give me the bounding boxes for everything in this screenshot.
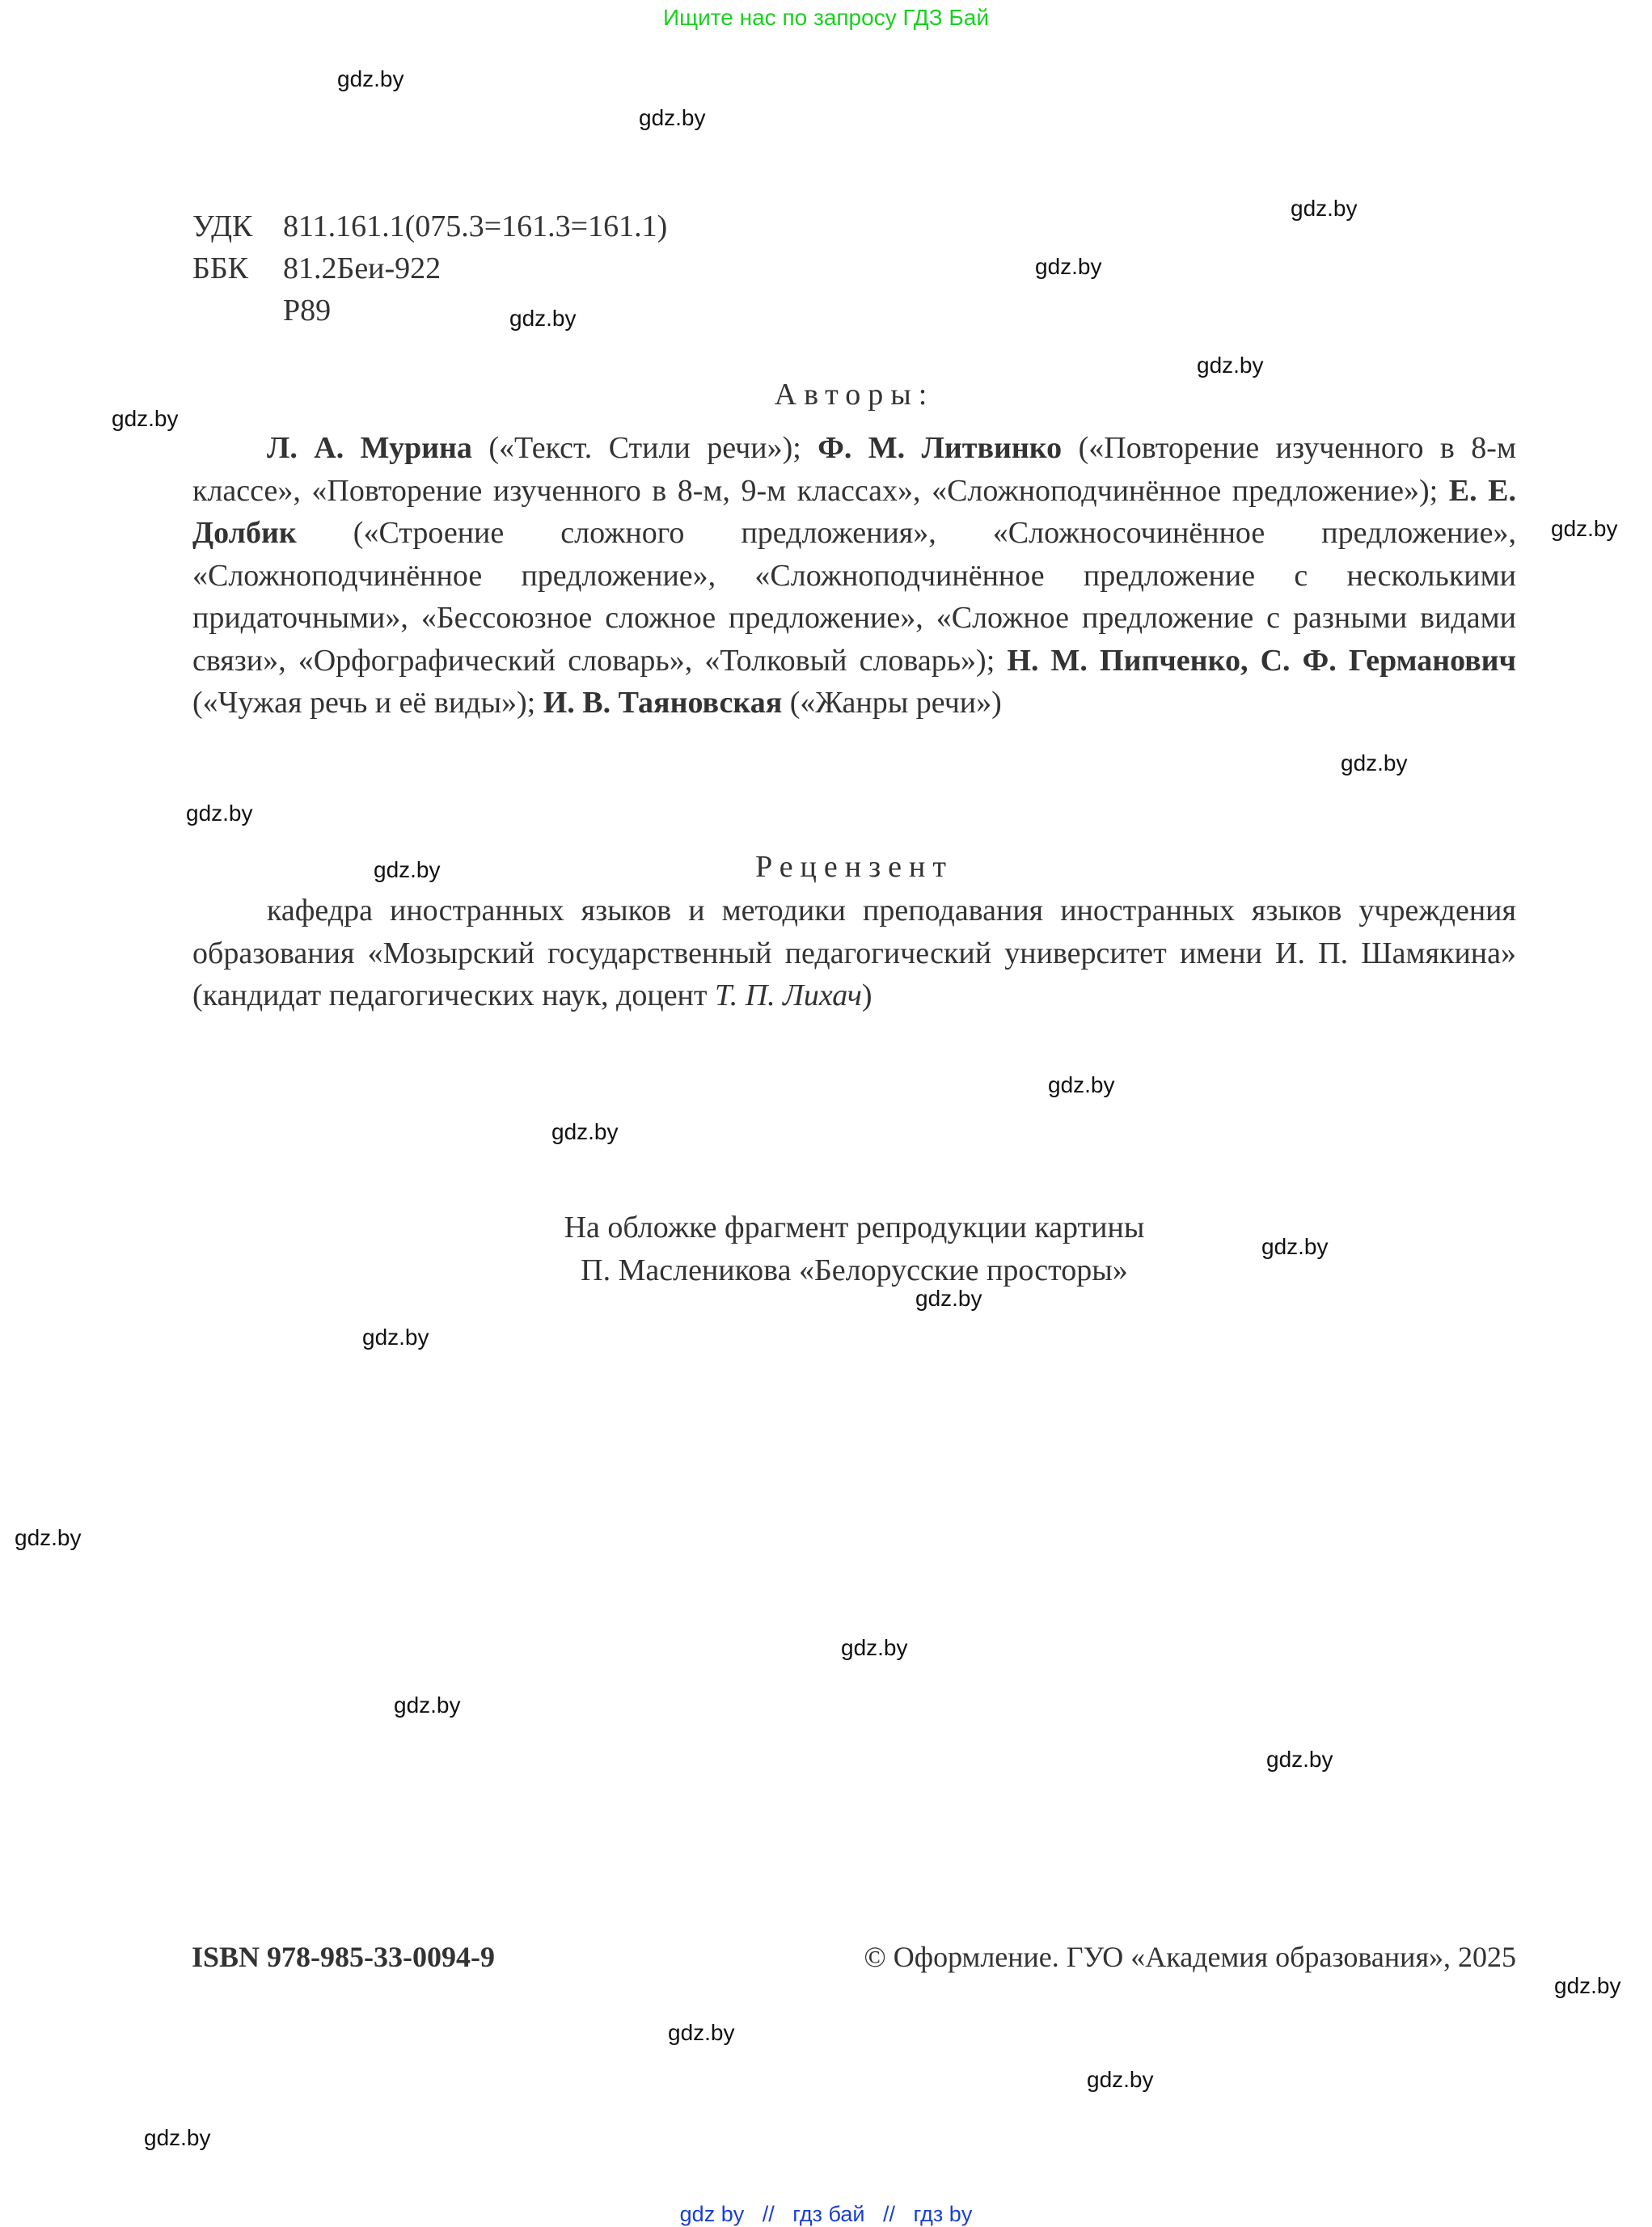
watermark: gdz.by: [1291, 196, 1358, 221]
watermark: gdz.by: [1197, 353, 1264, 378]
cover-note-line-1: На обложке фрагмент репродукции картины: [564, 1211, 1145, 1244]
watermark: gdz.by: [337, 66, 404, 91]
watermark: gdz.by: [639, 105, 706, 130]
author-works: («Жанры речи»): [782, 686, 1002, 720]
footer-link-gdz-by[interactable]: gdz by: [679, 2202, 745, 2226]
watermark: gdz.by: [551, 1119, 619, 1144]
udk-row: [192, 205, 667, 247]
copyright: © Оформление. ГУО «Академия образования», 2025: [864, 1941, 1516, 1973]
watermark: gdz.by: [668, 2020, 735, 2045]
author-name: Е. Е. Долбик: [192, 473, 1516, 550]
author-name: Н. М. Пипченко, С. Ф. Германович: [1007, 643, 1516, 678]
author-works: («Чужая речь и её виды»);: [192, 686, 543, 720]
watermark: gdz.by: [374, 857, 441, 882]
author-works: («Повторение изученного в 8-м классе», «Повторение изученного в 8-м, 9-м классах», «Сложноподчинённое предложение»);: [192, 431, 1516, 508]
watermark: gdz.by: [1341, 750, 1408, 775]
footer-separator: //: [883, 2202, 896, 2226]
footer-link-gdz-bai[interactable]: гдз бай: [792, 2202, 865, 2226]
watermark: gdz.by: [186, 801, 253, 826]
watermark: gdz.by: [15, 1525, 82, 1550]
author-works: («Текст. Стили речи»);: [471, 431, 818, 465]
footer-links: [0, 2201, 1652, 2227]
bbk-row: [192, 247, 667, 289]
author-works: («Строение сложного предложения», «Сложносочинённое предложение», «Сложноподчинённое предложение», «Сложноподчинённое предложение с несколькими придаточными», «Бессоюзное сложное предложение», «Сложное предложение с разными видами связи», «Орфографический словарь», «Толковый словарь»);: [192, 516, 1516, 678]
reviewer-heading: Рецензент: [755, 850, 953, 884]
watermark: gdz.by: [1035, 254, 1102, 279]
author-mark: Р89: [283, 294, 332, 328]
reviewer-name: Т. П. Лихач: [715, 978, 862, 1012]
footer-separator: //: [762, 2202, 775, 2226]
author-name: И. В. Таяновская: [543, 686, 783, 720]
watermark: gdz.by: [362, 1325, 429, 1350]
bibliographic-codes: [192, 205, 667, 332]
authors-heading: Авторы:: [774, 378, 935, 412]
authors-paragraph: [192, 427, 1516, 725]
watermark: gdz.by: [1266, 1747, 1333, 1772]
watermark: gdz.by: [144, 2125, 211, 2150]
watermark: gdz.by: [1551, 516, 1618, 541]
bbk-label: ББК: [192, 251, 248, 285]
isbn: ISBN 978-985-33-0094-9: [192, 1941, 495, 1973]
udk-value: 811.161.1(075.3=161.3=161.1): [283, 209, 668, 243]
reviewer-text: кафедра иностранных языков и методики преподавания иностранных языков учреждения образования «Мозырский государственный педагогический университет имени И. П. Шамякина» (кандидат педагогических наук, доцент: [192, 894, 1516, 1012]
search-banner: Ищите нас по запросу ГДЗ Бай: [662, 5, 990, 30]
footer-link-gdz-by-cyr[interactable]: гдз by: [913, 2202, 973, 2226]
watermark: gdz.by: [112, 406, 179, 431]
watermark: gdz.by: [841, 1635, 908, 1660]
author-mark-row: [192, 289, 667, 332]
cover-note-line-2: П. Масленикова «Белорусские просторы»: [581, 1253, 1128, 1287]
watermark: gdz.by: [1087, 2067, 1154, 2092]
watermark: gdz.by: [1554, 1973, 1621, 1998]
watermark: gdz.by: [915, 1286, 982, 1311]
udk-label: УДК: [192, 209, 253, 243]
watermark: gdz.by: [1261, 1234, 1329, 1259]
bbk-value: 81.2Беи-922: [283, 251, 442, 285]
author-name: Ф. М. Литвинко: [818, 431, 1063, 465]
watermark: gdz.by: [394, 1692, 461, 1718]
reviewer-paragraph: [192, 890, 1516, 1017]
reviewer-closing: ): [861, 978, 872, 1012]
watermark: gdz.by: [509, 306, 577, 331]
author-name: Л. А. Мурина: [267, 431, 472, 465]
watermark: gdz.by: [1048, 1072, 1115, 1097]
